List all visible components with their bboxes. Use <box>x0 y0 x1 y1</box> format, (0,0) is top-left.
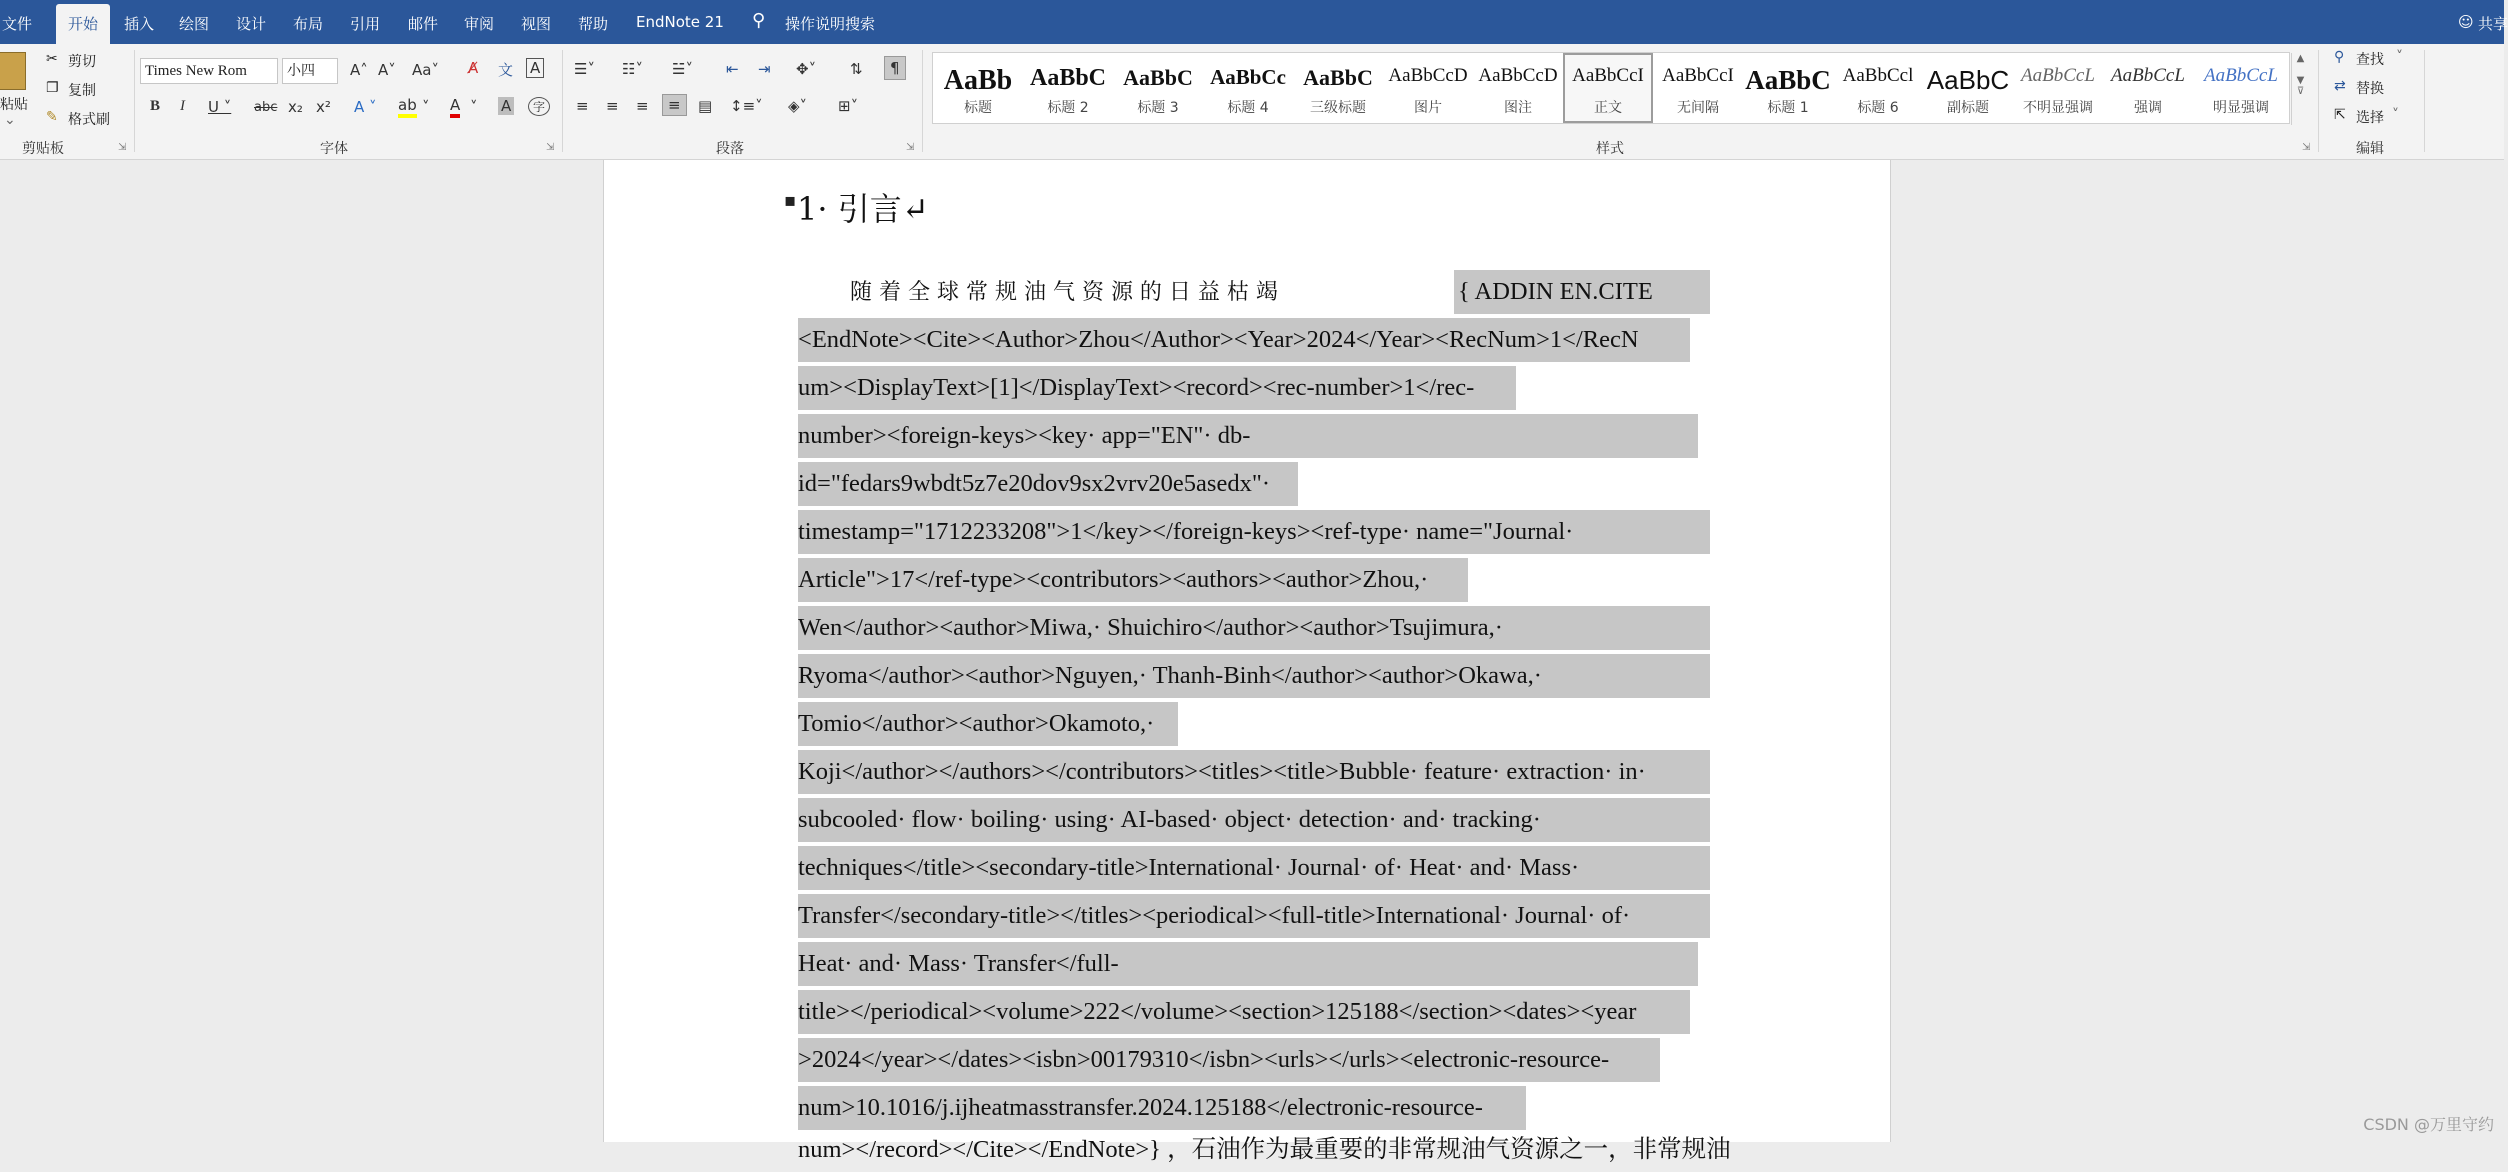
field-code-line[interactable]: techniques</title><secondary-title>International· Journal· of· Heat· and· Mass· <box>798 846 1710 890</box>
tab-references[interactable]: 引用 <box>350 15 381 33</box>
increase-indent-icon[interactable]: ⇥ <box>758 60 771 78</box>
character-shading-icon[interactable]: A <box>498 97 514 115</box>
field-code-line[interactable]: num>10.1016/j.ijheatmasstransfer.2024.125188</electronic-resource- <box>798 1086 1526 1130</box>
replace-icon: ⇄ <box>2334 78 2346 94</box>
bold-icon[interactable]: B <box>150 98 161 114</box>
italic-icon[interactable]: I <box>180 98 185 114</box>
align-right-icon[interactable]: ≡ <box>636 97 649 115</box>
style-item[interactable]: AaBbCcD 图片 <box>1388 65 1468 116</box>
style-item[interactable]: AaBbC 三级标题 <box>1303 65 1373 116</box>
intro-text: 随 着 全 球 常 规 油 气 资 源 的 日 益 枯 竭 <box>850 280 1278 305</box>
paragraph-group-label: 段落 <box>716 141 744 157</box>
tab-view[interactable]: 视图 <box>521 15 552 33</box>
divider <box>922 50 923 152</box>
field-code-line[interactable]: timestamp="1712233208">1</key></foreign-keys><ref-type· name="Journal· <box>798 510 1710 554</box>
field-code-line[interactable]: id="fedars9wbdt5z7e20dov9sx2vrv20e5asedx"· <box>798 462 1298 506</box>
field-code-line[interactable]: >2024</year></dates><isbn>00179310</isbn><urls></urls><electronic-resource- <box>798 1038 1660 1082</box>
style-item[interactable]: AaBbC 标题 3 <box>1123 65 1193 116</box>
section-heading[interactable]: 1· 引言↵ <box>797 190 929 228</box>
tab-layout[interactable]: 布局 <box>293 15 324 33</box>
highlight-icon[interactable]: ab <box>398 96 417 118</box>
field-code-line[interactable]: um><DisplayText>[1]</DisplayText><record><rec-number>1</rec- <box>798 366 1516 410</box>
font-family-select[interactable]: Times New Rom <box>140 58 278 84</box>
clear-format-icon[interactable]: A̸ <box>468 59 479 77</box>
underline-icon[interactable]: U ˅ <box>208 98 232 116</box>
field-code-line[interactable]: Heat· and· Mass· Transfer</full- <box>798 942 1698 986</box>
strikethrough-icon[interactable]: abc <box>254 100 278 115</box>
tab-design[interactable]: 设计 <box>236 15 267 33</box>
line-spacing-icon[interactable]: ↕≡˅ <box>730 97 763 115</box>
field-code-line[interactable]: title></periodical><volume>222</volume><section>125188</section><dates><year <box>798 990 1690 1034</box>
show-marks-icon[interactable]: ¶ <box>884 56 906 80</box>
subscript-icon[interactable]: x₂ <box>288 98 303 116</box>
watermark: CSDN @万里守约 <box>2363 1115 2494 1134</box>
field-code-line[interactable]: num></record></Cite></EndNote>} ，石油作为最重要的非常规油气资源之一，非常规油 <box>798 1136 1731 1163</box>
bullets-icon[interactable]: ☰˅ <box>574 60 595 78</box>
shrink-font-icon[interactable]: A˅ <box>378 61 396 79</box>
field-code-line[interactable]: Ryoma</author><author>Nguyen,· Thanh-Binh</author><author>Okawa,· <box>798 654 1710 698</box>
dialog-launcher-icon[interactable]: ⇲ <box>546 142 555 153</box>
tab-home[interactable]: 开始 <box>56 4 110 44</box>
tab-file[interactable]: 文件 <box>2 15 33 33</box>
clipboard-group-label: 剪贴板 <box>22 141 64 157</box>
align-left-icon[interactable]: ≡ <box>576 97 589 115</box>
tab-draw[interactable]: 绘图 <box>179 15 210 33</box>
search-icon: ⚲ <box>2334 49 2345 65</box>
font-color-icon[interactable]: A <box>450 96 460 118</box>
field-code-line[interactable]: subcooled· flow· boiling· using· AI-based· object· detection· and· tracking· <box>798 798 1710 842</box>
grow-font-icon[interactable]: A˄ <box>350 61 368 79</box>
divider <box>2424 50 2425 152</box>
field-code-line[interactable]: number><foreign-keys><key· app="EN"· db- <box>798 414 1698 458</box>
dialog-launcher-icon[interactable]: ⇲ <box>2302 142 2311 153</box>
chevron-down-icon[interactable]: ˅ <box>2392 107 2399 123</box>
style-item[interactable]: AaBbCcL 强调 <box>2111 65 2185 116</box>
style-item[interactable]: AaBbC 副标题 <box>1926 65 2010 116</box>
replace-button[interactable]: 替换 <box>2356 81 2384 97</box>
divider <box>134 50 135 152</box>
body-text-line[interactable] <box>798 270 1710 314</box>
tab-insert[interactable]: 插入 <box>124 15 155 33</box>
text-effects-icon[interactable]: A ˅ <box>354 98 377 116</box>
numbering-icon[interactable]: ☷˅ <box>622 60 643 78</box>
ribbon <box>0 44 2504 160</box>
select-button[interactable]: 选择 <box>2356 110 2384 126</box>
tab-review[interactable]: 审阅 <box>464 15 495 33</box>
editing-group-label: 编辑 <box>2356 141 2384 157</box>
format-painter-button[interactable]: 格式刷 <box>68 112 110 128</box>
styles-group-label: 样式 <box>1596 141 1624 157</box>
copy-icon: ❐ <box>46 80 59 96</box>
gallery-scrollbar[interactable]: ▲ ▼ ⊽ <box>2291 53 2309 125</box>
copy-button[interactable]: 复制 <box>68 83 96 99</box>
asian-layout-icon[interactable]: ✥˅ <box>796 60 817 78</box>
field-code-line[interactable]: Wen</author><author>Miwa,· Shuichiro</author><author>Tsujimura,· <box>798 606 1710 650</box>
dialog-launcher-icon[interactable]: ⇲ <box>118 142 127 153</box>
sort-icon[interactable]: ⇅ <box>850 60 863 78</box>
paste-icon <box>0 52 26 90</box>
select-icon: ⇱ <box>2334 107 2346 123</box>
character-border-icon[interactable]: A <box>526 58 544 78</box>
styles-gallery <box>932 52 2305 124</box>
superscript-icon[interactable]: x² <box>316 98 331 116</box>
find-button[interactable]: 查找 <box>2356 52 2384 68</box>
distributed-icon[interactable]: ▤ <box>698 97 713 115</box>
divider <box>2318 50 2319 152</box>
tell-me-search[interactable]: 操作说明搜索 <box>785 15 876 33</box>
field-code-line[interactable]: Article">17</ref-type><contributors><authors><author>Zhou,· <box>798 558 1468 602</box>
align-center-icon[interactable]: ≡ <box>606 97 619 115</box>
paragraph-mark-bullet: ▪ <box>784 190 797 211</box>
tab-help[interactable]: 帮助 <box>578 15 609 33</box>
share-button[interactable]: 共享 <box>2478 15 2508 33</box>
phonetic-guide-icon[interactable]: 文 <box>498 61 514 79</box>
font-group-label: 字体 <box>320 141 348 157</box>
style-item[interactable]: AaBbC 标题 2 <box>1029 65 1107 116</box>
style-item[interactable]: AaBbCc 标题 4 <box>1210 65 1286 116</box>
lightbulb-icon: ⚲ <box>752 10 766 31</box>
tab-mailings[interactable]: 邮件 <box>408 15 439 33</box>
divider <box>562 50 563 152</box>
style-item[interactable]: AaBb 标题 <box>943 65 1013 116</box>
field-code-line[interactable]: Koji</author></authors></contributors><titles><title>Bubble· feature· extraction· in· <box>798 750 1710 794</box>
change-case-icon[interactable]: Aa˅ <box>412 61 439 79</box>
style-item[interactable]: AaBbCcD 图注 <box>1478 65 1558 116</box>
user-icon: ☺ <box>2458 13 2474 31</box>
chevron-down-icon: ⌄ <box>4 112 16 128</box>
multilevel-list-icon[interactable]: ☱˅ <box>672 60 693 78</box>
scissors-icon: ✂ <box>46 51 58 67</box>
style-item[interactable]: AaBbCcL 不明显强调 <box>2021 65 2095 116</box>
style-item[interactable]: AaBbCcL 明显强调 <box>2204 65 2278 116</box>
shading-icon[interactable]: ◈˅ <box>788 97 808 115</box>
justify-icon[interactable]: ≡ <box>662 94 687 116</box>
chevron-down-icon[interactable]: ˅ <box>470 98 478 116</box>
chevron-down-icon[interactable]: ˅ <box>422 98 430 116</box>
cut-button[interactable]: 剪切 <box>68 54 96 70</box>
borders-icon[interactable]: ⊞˅ <box>838 97 859 115</box>
chevron-down-icon[interactable]: ˅ <box>2396 49 2403 65</box>
dialog-launcher-icon[interactable]: ⇲ <box>906 142 915 153</box>
enclose-characters-icon[interactable]: 字 <box>528 97 550 116</box>
decrease-indent-icon[interactable]: ⇤ <box>726 60 739 78</box>
tab-endnote[interactable]: EndNote 21 <box>636 13 724 31</box>
style-item[interactable]: AaBbCcI 无间隔 <box>1662 65 1734 116</box>
brush-icon: ✎ <box>46 109 58 125</box>
paste-button[interactable]: 粘贴 <box>0 97 28 113</box>
font-size-select[interactable]: 小四 <box>282 58 338 84</box>
style-item-selected[interactable]: AaBbCcI 正文 <box>1563 53 1653 123</box>
style-item[interactable]: AaBbC 标题 1 <box>1745 65 1831 116</box>
ribbon-tab-bar <box>0 0 2508 44</box>
field-code-line[interactable]: Tomio</author><author>Okamoto,· <box>798 702 1178 746</box>
field-code-text: { ADDIN EN.CITE <box>1454 270 1710 314</box>
style-item[interactable]: AaBbCcl 标题 6 <box>1842 65 1914 116</box>
field-code-line[interactable]: Transfer</secondary-title></titles><periodical><full-title>International· Journal· of· <box>798 894 1710 938</box>
field-code-line[interactable]: <EndNote><Cite><Author>Zhou</Author><Year>2024</Year><RecNum>1</RecN <box>798 318 1690 362</box>
